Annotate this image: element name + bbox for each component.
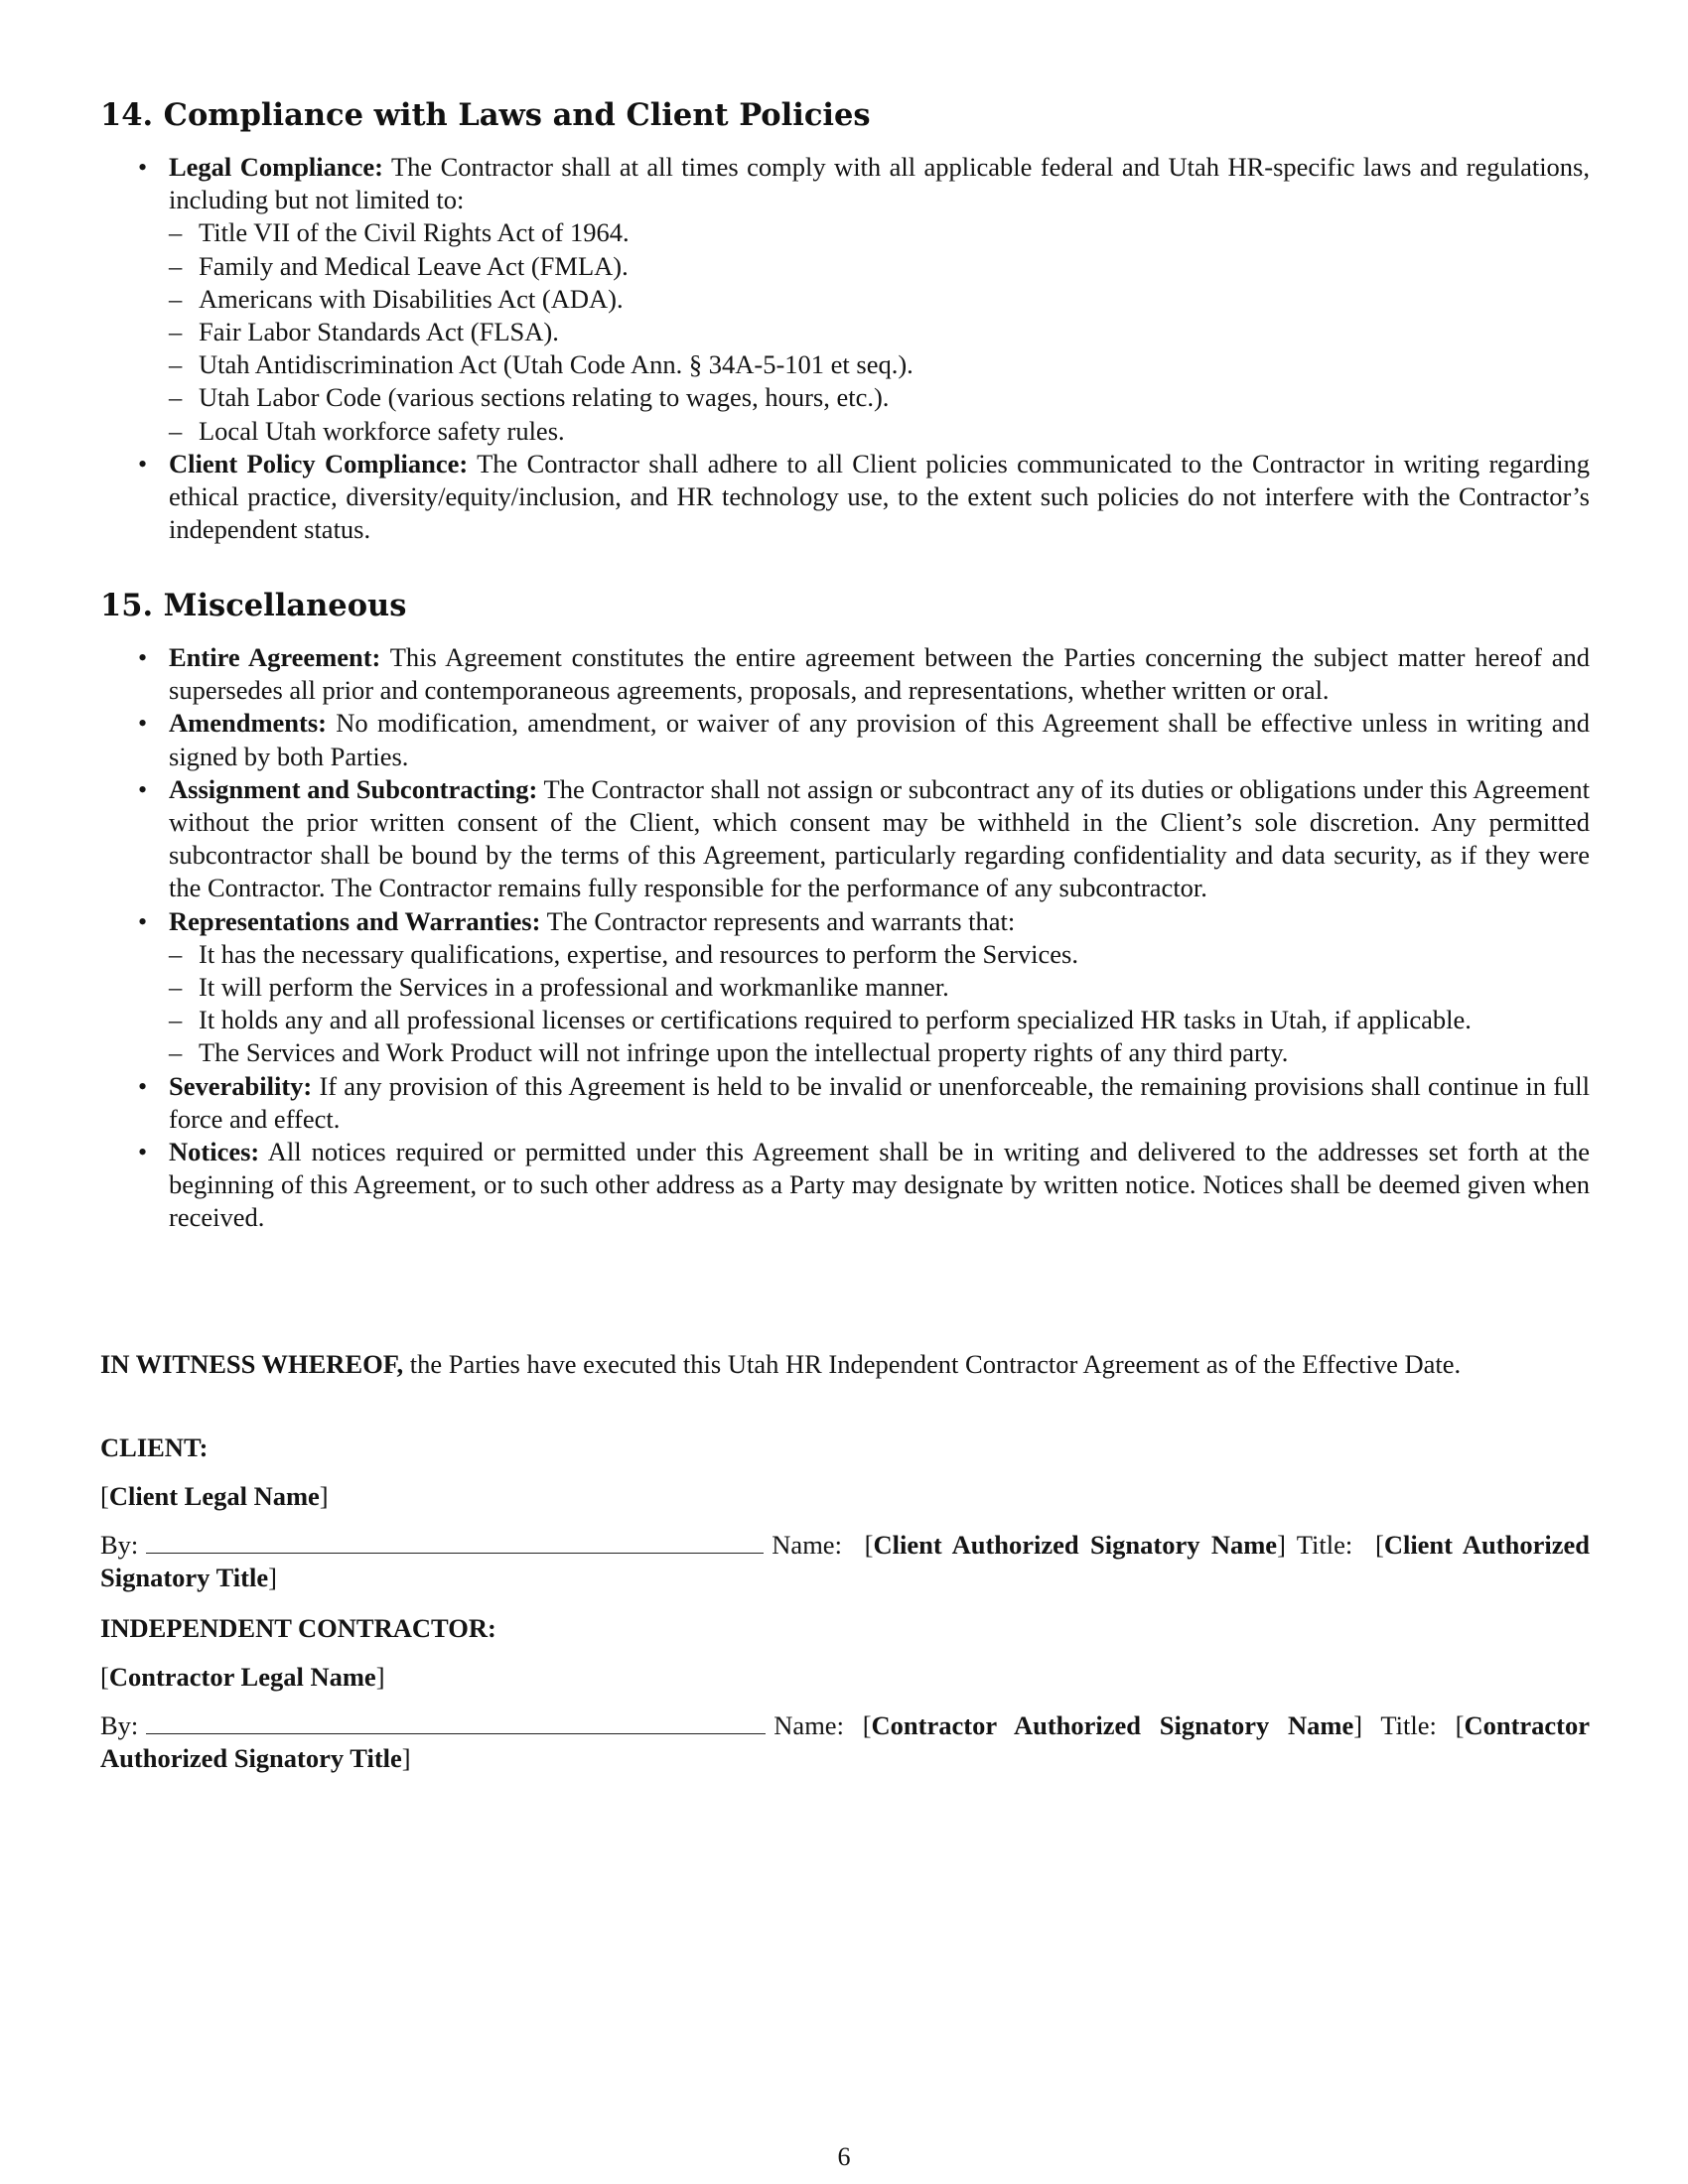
warranty-item: – It will perform the Services in a professional and workmanlike manner. xyxy=(139,971,1590,1004)
client-title-label: Title: xyxy=(1296,1530,1353,1560)
assignment-item xyxy=(100,773,1590,905)
client-heading: CLIENT: xyxy=(100,1433,209,1462)
section-15-list xyxy=(100,641,1590,1235)
contractor-signature-line[interactable] xyxy=(146,1732,766,1734)
law-item: – Fair Labor Standards Act (FLSA). xyxy=(139,316,1590,348)
section-15-heading: 15. Miscellaneous xyxy=(100,588,407,623)
contractor-title-label: Title: xyxy=(1380,1710,1437,1740)
assignment-label: Assignment and Subcontracting: xyxy=(169,773,538,804)
law-item: – Local Utah workforce safety rules. xyxy=(139,415,1590,448)
notices-label: Notices: xyxy=(169,1137,260,1167)
law-item: – Utah Labor Code (various sections relating to wages, hours, etc.). xyxy=(139,381,1590,414)
client-signatory-title: Client Authorized Signatory Title xyxy=(100,1530,1590,1593)
representations-label: Representations and Warranties: xyxy=(169,905,541,936)
contractor-name-label: Name: xyxy=(774,1710,844,1740)
entire-agreement-item xyxy=(100,641,1590,707)
law-item: – Family and Medical Leave Act (FMLA). xyxy=(139,250,1590,283)
law-item: – Americans with Disabilities Act (ADA). xyxy=(139,283,1590,316)
client-legal-name: [Client Legal Name] xyxy=(100,1481,329,1511)
client-legal-name-text: Client Legal Name xyxy=(108,1481,320,1511)
notices-item xyxy=(100,1136,1590,1235)
witness-text: the Parties have executed this Utah HR Independent Contractor Agreement as of the Effective Date. xyxy=(403,1349,1462,1379)
client-policy-label: Client Policy Compliance: xyxy=(169,448,469,478)
legal-compliance-item xyxy=(100,151,1590,448)
witness-label: IN WITNESS WHEREOF, xyxy=(100,1349,404,1379)
client-policy-item xyxy=(100,448,1590,547)
client-policy-text: The Contractor shall adhere to all Client policies communicated to the Contractor in writing regarding ethical practice, diversity/equity/inclusion, and HR technology use, to the extent such policies do not interfere with the Contractor’s independent status. xyxy=(169,448,1591,545)
page-number: 6 xyxy=(837,2142,851,2171)
law-item: – Utah Antidiscrimination Act (Utah Code Ann. § 34A-5-101 et seq.). xyxy=(139,348,1590,381)
warranty-item: – The Services and Work Product will not infringe upon the intellectual property rights of any third party. xyxy=(139,1036,1590,1069)
severability-label: Severability: xyxy=(169,1070,313,1101)
section-14-heading: 14. Compliance with Laws and Client Policies xyxy=(100,97,871,133)
client-signature-block: By: Name: [Client Authorized Signatory Name] Title: [Client Authorized Signatory Title] xyxy=(100,1530,1590,1593)
law-item: – Title VII of the Civil Rights Act of 1964. xyxy=(139,216,1590,249)
client-name-label: Name: xyxy=(772,1530,842,1560)
amendments-text: No modification, amendment, or waiver of any provision of this Agreement shall be effective unless in writing and signed by both Parties. xyxy=(169,708,1590,771)
contractor-legal-name: [Contractor Legal Name] xyxy=(100,1662,385,1692)
severability-text: If any provision of this Agreement is held to be invalid or unenforceable, the remaining provisions shall continue in full force and effect. xyxy=(169,1070,1590,1134)
entire-agreement-label: Entire Agreement: xyxy=(169,642,381,672)
representations-item xyxy=(100,905,1590,1070)
warranty-item: – It has the necessary qualifications, expertise, and resources to perform the Services. xyxy=(139,938,1590,971)
entire-agreement-text: This Agreement constitutes the entire agreement between the Parties concerning the subject matter hereof and supersedes all prior and contemporaneous agreements, proposals, and representations, whether written or oral. xyxy=(169,642,1590,706)
contractor-heading: INDEPENDENT CONTRACTOR: xyxy=(100,1613,496,1643)
warranty-item: – It holds any and all professional licenses or certifications required to perform specialized HR tasks in Utah, if applicable. xyxy=(139,1004,1590,1036)
amendments-label: Amendments: xyxy=(169,708,327,739)
section-14-list xyxy=(100,151,1590,546)
witness-paragraph xyxy=(100,1348,1590,1381)
warranties-list xyxy=(169,938,1590,1070)
client-by-label: By: xyxy=(100,1530,139,1560)
severability-item xyxy=(100,1070,1590,1136)
client-signatory-name: Client Authorized Signatory Name xyxy=(873,1530,1278,1560)
contractor-signatory-name: Contractor Authorized Signatory Name xyxy=(871,1710,1354,1740)
laws-list xyxy=(169,216,1590,447)
client-signature-line[interactable] xyxy=(146,1552,764,1554)
contractor-signature-block: By: Name: [Contractor Authorized Signatory Name] Title: [Contractor Authorized Signatory Title] xyxy=(100,1710,1590,1774)
notices-text: All notices required or permitted under this Agreement shall be in writing and delivered to the addresses set forth at the beginning of this Agreement, or to such other address as a Party may designate by written notice. Notices shall be deemed given when received. xyxy=(169,1137,1590,1233)
contractor-legal-name-text: Contractor Legal Name xyxy=(108,1662,376,1692)
representations-text: The Contractor represents and warrants that: xyxy=(540,905,1016,936)
legal-compliance-label: Legal Compliance: xyxy=(169,152,383,182)
contractor-signatory-title: Contractor Authorized Signatory Title xyxy=(100,1710,1590,1774)
legal-compliance-text: The Contractor shall at all times comply with all applicable federal and Utah HR-specific laws and regulations, including but not limited to: xyxy=(169,152,1590,215)
assignment-text: The Contractor shall not assign or subcontract any of its duties or obligations under this Agreement without the prior written consent of the Client, which consent may be withheld in the Client’s sole discretion. Any permitted subcontractor shall be bound by the terms of this Agreement, particularly regarding confidentiality and data security, as if they were the Contractor. The Contractor remains fully responsible for the performance of any subcontractor. xyxy=(169,773,1590,903)
contractor-by-label: By: xyxy=(100,1710,139,1740)
amendments-item xyxy=(100,707,1590,772)
